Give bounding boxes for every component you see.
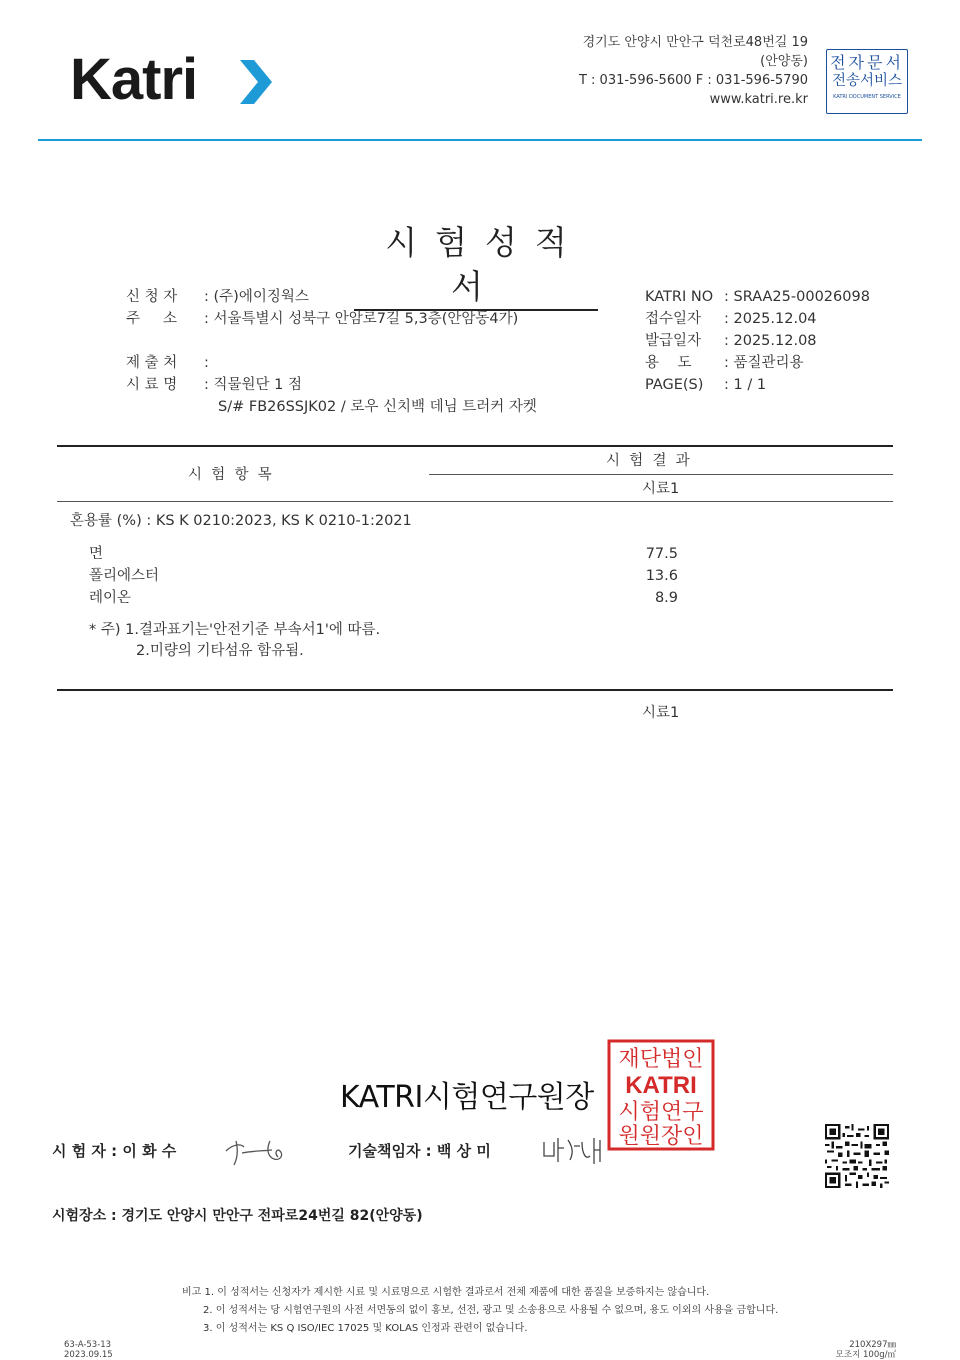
header-divider [38,139,922,141]
chevron-right-icon [238,58,274,106]
sample-caption: 시료1 [642,705,680,721]
table-bottom-rule [57,689,893,691]
issued-date-value: : 2025.12.08 [724,333,817,349]
result-subheader-rule [429,474,893,475]
result-note: 2.미량의 기타섬유 함유됨. [136,643,304,659]
address-line: 경기도 안양시 만안구 덕천로48번길 19 [582,35,808,50]
col-test-item: 시 험 항 목 [188,467,272,483]
website-line: www.katri.re.kr [709,92,808,107]
pages-label: PAGE(S) [645,377,704,393]
remark-line: 비고 1. 이 성적서는 신청자가 제시한 시료 및 시료명으로 시험한 결과로서 전체 제품에 대한 품질을 보증하지는 않습니다. [182,1287,710,1298]
edoc-line2: 전송서비스 [831,73,903,89]
company-address [579,33,808,109]
sample-name: 직물원단 1 점 [213,377,302,393]
edoc-line3: KATRI DOCUMENT SERVICE [833,94,901,100]
katri-no-value: : SRAA25-00026098 [724,289,870,305]
remark-line: 2. 이 성적서는 당 시험연구원의 사전 서면동의 없이 홍보, 선전, 광고 및 소송용으로 사용될 수 없으며, 용도 이외의 사용을 금합니다. [203,1305,779,1316]
usage-value: : 품질관리용 [724,355,804,371]
fiber-name: 면 [89,546,104,562]
remark-line: 3. 이 성적서는 KS Q ISO/IEC 17025 및 KOLAS 인정과 관련이 없습니다. [203,1323,528,1334]
form-number: 63-A-53-13 [64,1340,112,1350]
katri-no: SRAA25-00026098 [733,289,870,305]
katri-no-label: KATRI NO [645,289,714,305]
edoc-line1: 전자문서 [830,53,904,72]
fiber-value: 13.6 [645,568,678,584]
seal-text: 원원장인 [618,1124,704,1149]
document-title: 시험성적서 [354,221,598,311]
institute-head-title: KATRI시험연구원장 [340,1080,594,1115]
address-line: (안양동) [760,54,808,69]
fiber-name: 레이온 [89,590,132,606]
seal-text: KATRI [625,1072,697,1099]
fiber-name: 폴리에스터 [89,568,160,584]
received-date-value: : 2025.12.04 [724,311,817,327]
applicant-label: 신 청 자 [126,289,178,305]
submitter-value: : [204,355,214,371]
paper-size: 210X297㎜ [849,1340,896,1350]
katri-logo: Katri [70,47,198,112]
table-header-rule [57,501,893,502]
seal-text: 재단법인 [618,1047,704,1072]
e-document-badge [826,49,908,114]
address-value: : 서울특별시 성북구 안암로7길 5,3층(안암동4가) [204,311,519,327]
address-label: 주 소 [126,311,178,327]
table-top-rule [57,445,893,447]
form-date: 2023.09.15 [64,1350,113,1360]
tester-signature [222,1133,296,1169]
test-method-line: 혼용률 (%) : KS K 0210:2023, KS K 0210-1:2021 [70,513,412,529]
official-seal [607,1039,715,1151]
tech-manager-signature [538,1132,614,1168]
seal-text: 시험연구 [618,1100,704,1125]
result-note: * 주) 1.결과표기는'안전기준 부속서1'에 따름. [89,622,381,638]
received-date-label: 접수일자 [645,311,702,327]
sample-detail: S/# FB26SSJK02 / 로우 신치백 데님 트러커 자켓 [218,399,537,415]
usage: 품질관리용 [733,355,804,371]
applicant-name: (주)에이징웍스 [213,289,309,305]
tech-manager-label: 기술책임자 : 백 상 미 [348,1142,491,1160]
fiber-value: 8.9 [654,590,678,606]
sample-value: : 직물원단 1 점 [204,377,302,393]
col-test-result: 시 험 결 과 [606,453,690,469]
paper-type: 모조지 100g/㎡ [835,1350,896,1360]
sample-label: 시 료 명 [126,377,178,393]
submitter-label: 제 출 처 [126,355,178,371]
pages-value: : 1 / 1 [724,377,767,393]
phone-fax-line: T : 031-596-5600 F : 031-596-5790 [578,73,808,88]
qr-code [825,1124,889,1188]
test-location: 시험장소 : 경기도 안양시 만안구 전파로24번길 82(안양동) [52,1208,423,1224]
usage-label: 용 도 [645,355,692,371]
tester-label: 시 험 자 : 이 화 수 [52,1142,177,1160]
col-sample: 시료1 [642,481,680,497]
applicant-address: 서울특별시 성북구 안암로7길 5,3층(안암동4가) [213,311,519,327]
issued-date-label: 발급일자 [645,333,702,349]
fiber-value: 77.5 [645,546,678,562]
received-date: 2025.12.04 [733,311,817,327]
page-count: 1 / 1 [733,377,767,393]
issued-date: 2025.12.08 [733,333,817,349]
applicant-value: : (주)에이징웍스 [204,289,309,305]
